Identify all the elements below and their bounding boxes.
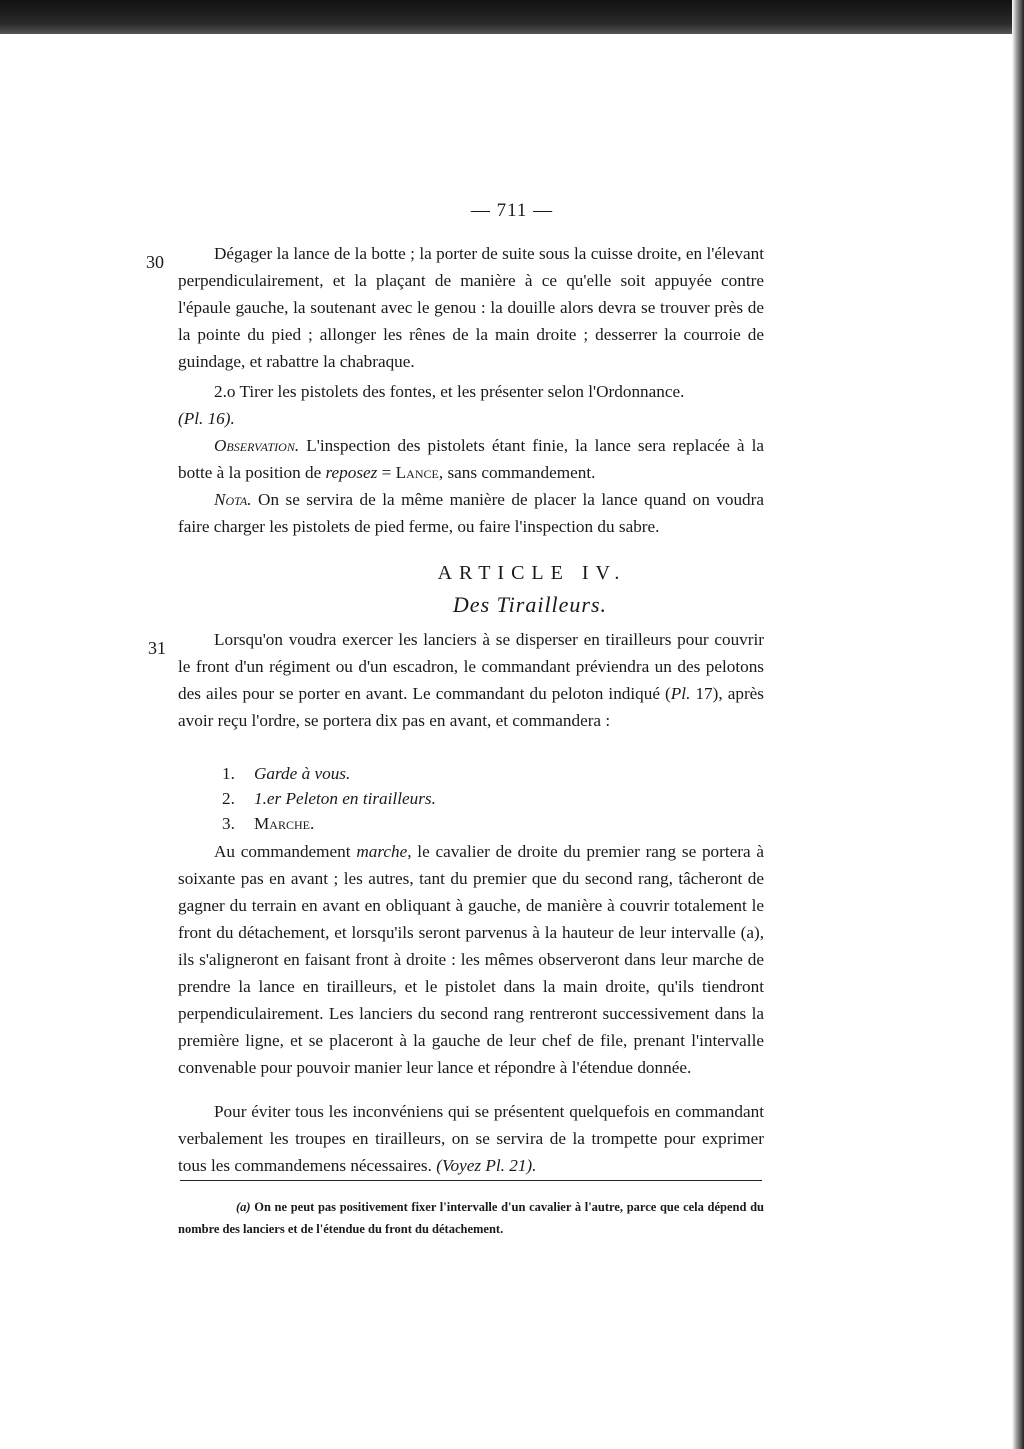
footnote-mark: (a) [236, 1200, 251, 1214]
command-number: 3. [222, 814, 235, 833]
paragraph-observation [178, 432, 764, 486]
command-number: 2. [222, 789, 235, 808]
march-text-b: le cavalier de droite du premier rang se portera à soixante pas en avant ; les autres, tant du premier que du second rang, tâcheront de gagner du terrain en avant en obliquant à gauche, de manière à couvrir totalement le front du détachement, et lorsqu'ils seront parvenus à la hauteur de leur intervalle (a), ils s'aligneront en faisant front à droite : les mêmes observeront dans leur marche de prendre la lance en tirailleurs, et le pistolet dans la main droite, qu'ils tiendront perpendiculairement. Les lanciers du second rang rentreront successivement dans la première ligne, et se placeront à la gauche de leur chef de file, prenant l'intervalle convenable pour pouvoir manier leur lance et répondre à l'étendue donnée. [178, 842, 765, 1077]
march-command: marche, [356, 842, 412, 861]
article-heading: ARTICLE IV. [437, 562, 627, 584]
paragraph-31-intro [178, 626, 764, 734]
scan-edge-top [0, 0, 1024, 34]
paragraph-nota [178, 486, 764, 540]
command-number: 1. [222, 764, 235, 783]
paragraph-30-main: Dégager la lance de la botte ; la porter de suite sous la cuisse droite, en l'élevant perpendiculairement, et la plaçant de manière à ce qu'elle soit appuyée contre l'épaule gauche, la soutenant avec le genou : la douille alors devra se trouver près de la pointe du pied ; allonger les rênes de la main droite ; desserrer la courroie de guindage, et rabattre la chabraque. [178, 244, 764, 371]
command-line-3 [222, 811, 314, 836]
paragraph-30-pistols [178, 378, 764, 432]
footnote [178, 1196, 764, 1240]
trumpet-text: Pour éviter tous les inconvéniens qui se présentent quelquefois en commandant verbalement les troupes en tirailleurs, on se servira de la trompette pour exprimer tous les commandemens nécessaires. [178, 1102, 764, 1175]
march-text-a: Au commandement [214, 842, 351, 861]
intro-text-a: Lorsqu'on voudra exercer les lanciers à se disperser en tirailleurs pour couvrir le front d'un régiment ou d'un escadron, le commandant préviendra un des pelotons des ailes pour se porter en avant. Le commandant du peloton indiqué ( [178, 630, 764, 703]
article-subtitle: Des Tirailleurs. [452, 592, 608, 617]
nota-label: Nota. [214, 490, 252, 509]
paragraph-march [178, 838, 764, 1081]
intro-text-b: 17), après avoir reçu l'ordre, se portera dix pas en avant, et commandera : [178, 684, 764, 730]
section-number-30: 30 [146, 252, 164, 272]
plate-reference-17: Pl. [670, 684, 691, 703]
command-text: Marche. [254, 814, 315, 833]
observation-text-b: , sans commandement. [438, 463, 596, 482]
footnote-divider [180, 1180, 762, 1181]
observation-command: reposez [325, 463, 378, 482]
nota-text: On se servira de la même manière de placer la lance quand on voudra faire charger les pistolets de pied ferme, ou faire l'inspection du sabre. [178, 490, 765, 536]
page-number: — 711 — [470, 200, 554, 221]
paragraph-trumpet [178, 1098, 764, 1179]
plate-reference-21: (Voyez Pl. 21). [436, 1156, 537, 1175]
pistols-instruction: 2.o Tirer les pistolets des fontes, et les présenter selon l'Ordonnance. [214, 382, 685, 401]
observation-equals: = [381, 463, 392, 482]
observation-label: Observation. [214, 436, 300, 455]
footnote-text: On ne peut pas positivement fixer l'intervalle d'un cavalier à l'autre, parce que cela dépend du nombre des lanciers et de l'étendue du front du détachement. [178, 1200, 764, 1236]
command-line-2 [222, 786, 436, 811]
observation-text-a: L'inspection des pistolets étant finie, la lance sera replacée à la botte à la position de [178, 436, 764, 482]
observation-lance: Lance [395, 463, 439, 482]
command-line-1 [222, 761, 350, 786]
section-number-31: 31 [148, 638, 166, 658]
command-text: Garde à vous. [254, 764, 351, 783]
plate-reference-16: (Pl. 16). [178, 409, 235, 428]
command-text: 1.er Peleton en tirailleurs. [254, 789, 436, 808]
